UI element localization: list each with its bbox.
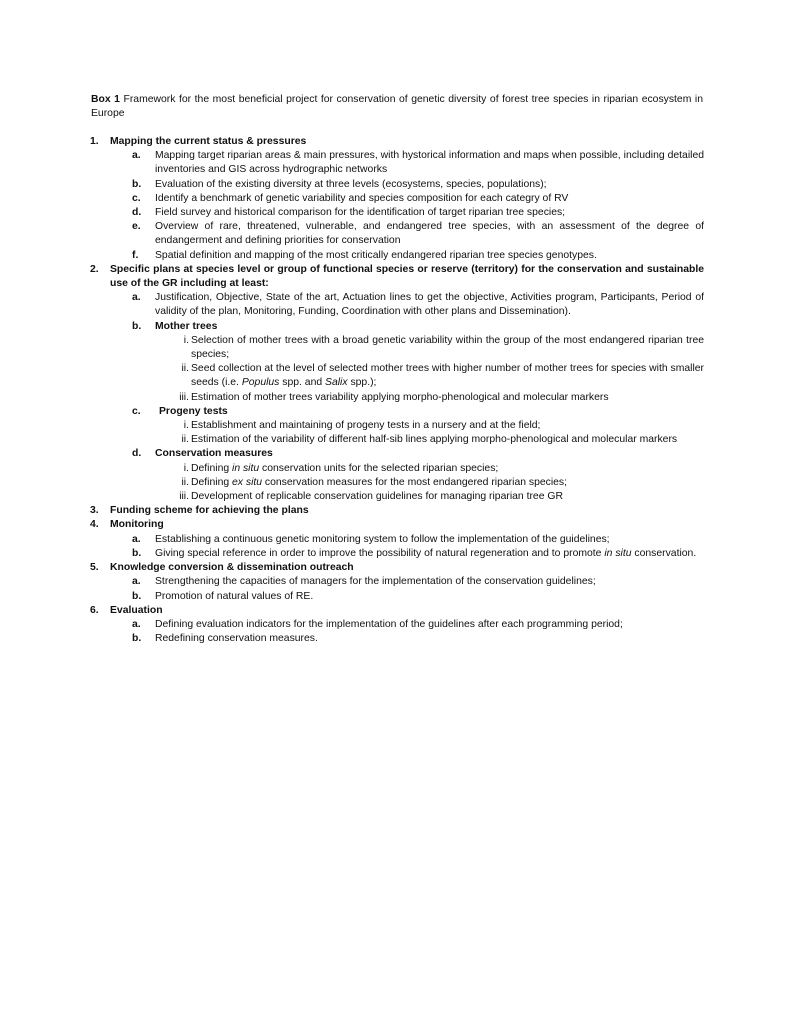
item-2c xyxy=(0,405,791,419)
item-2a xyxy=(0,291,791,319)
subitem-text: Establishment and maintaining of progeny tests in a nursery and at the field; xyxy=(191,420,541,432)
item-1a xyxy=(0,149,791,177)
item-5b xyxy=(0,590,791,604)
item-text: Field survey and historical comparison for the identification of target riparian tree species; xyxy=(155,207,566,219)
item-4b xyxy=(0,547,791,561)
item-text xyxy=(155,547,704,561)
section-number: 2. xyxy=(90,263,99,275)
section-number: 1. xyxy=(90,136,99,147)
subitem-numeral: ii. xyxy=(181,476,189,488)
item-letter: d. xyxy=(132,207,142,219)
term-in-situ: in situ xyxy=(232,462,260,474)
item-2b-iii xyxy=(0,391,791,405)
subitem-numeral: iii. xyxy=(179,391,189,403)
box-label: Box 1 xyxy=(91,94,120,105)
subitem-text xyxy=(191,476,704,490)
section-4 xyxy=(0,518,791,532)
subitem-numeral: ii. xyxy=(181,363,189,375)
term-ex-situ: ex situ xyxy=(232,476,263,488)
item-letter: c. xyxy=(132,405,141,417)
subitem-text xyxy=(191,362,704,390)
item-letter: b. xyxy=(132,547,142,559)
item-2c-i xyxy=(0,419,791,433)
text-run: Defining xyxy=(191,476,233,488)
text-run: conservation. xyxy=(631,547,697,559)
item-2d-i xyxy=(0,462,791,476)
subitem-text: Estimation of mother trees variability applying morpho-phenological and molecular markers xyxy=(191,391,609,403)
item-2d xyxy=(0,447,791,461)
item-1f xyxy=(0,249,791,263)
item-5a xyxy=(0,575,791,589)
text-run: spp.); xyxy=(347,377,377,389)
section-6 xyxy=(0,604,791,618)
term-in-situ: in situ xyxy=(604,547,632,559)
section-5 xyxy=(0,561,791,575)
item-letter: f. xyxy=(132,249,139,261)
item-letter: b. xyxy=(132,590,142,602)
item-6a xyxy=(0,618,791,632)
item-6b xyxy=(0,632,791,646)
genus-populus: Populus xyxy=(241,377,280,389)
item-letter: a. xyxy=(132,618,141,630)
item-letter: b. xyxy=(132,320,142,332)
item-1d xyxy=(0,206,791,220)
section-title: Evaluation xyxy=(110,604,163,616)
box-caption xyxy=(91,93,703,121)
section-1 xyxy=(0,135,791,149)
subitem-numeral: ii. xyxy=(181,434,189,446)
item-1c xyxy=(0,192,791,206)
subitem-numeral: i. xyxy=(183,420,189,432)
item-heading: Conservation measures xyxy=(155,448,273,460)
item-text: Redefining conservation measures. xyxy=(155,633,318,645)
framework-outline xyxy=(0,135,791,646)
item-text: Identify a benchmark of genetic variability and species composition for each categry of RV xyxy=(155,192,569,204)
section-title: Knowledge conversion & dissemination outreach xyxy=(110,562,354,574)
item-2b-i xyxy=(0,334,791,362)
item-letter: a. xyxy=(132,533,141,545)
text-run: conservation units for the selected riparian species; xyxy=(259,462,499,474)
item-text: Strengthening the capacities of managers for the implementation of the conservation guidelines; xyxy=(155,576,596,588)
item-text: Spatial definition and mapping of the most critically endangered riparian tree species genotypes. xyxy=(155,249,597,261)
section-title: Funding scheme for achieving the plans xyxy=(110,505,309,517)
subitem-text: Development of replicable conservation guidelines for managing riparian tree GR xyxy=(191,491,563,503)
item-text: Establishing a continuous genetic monitoring system to follow the implementation of the guidelines; xyxy=(155,533,610,545)
subitem-numeral: i. xyxy=(183,462,189,474)
subitem-text: Selection of mother trees with a broad genetic variability within the group of the most endangered riparian tree species; xyxy=(191,334,704,361)
subitem-text xyxy=(191,462,704,476)
text-run: Giving special reference in order to improve the possibility of natural regeneration and to promote xyxy=(155,547,605,559)
item-letter: c. xyxy=(132,192,141,204)
item-text: Evaluation of the existing diversity at three levels (ecosystems, species, populations); xyxy=(155,178,547,190)
section-number: 6. xyxy=(90,604,99,616)
section-2 xyxy=(0,263,791,291)
text-run: conservation measures for the most endangered riparian species; xyxy=(262,476,568,488)
item-letter: a. xyxy=(132,150,141,162)
item-text: Defining evaluation indicators for the implementation of the guidelines after each programming period; xyxy=(155,618,623,630)
item-letter: d. xyxy=(132,448,142,460)
item-text: Mapping target riparian areas & main pressures, with hystorical information and maps when possible, including detailed inventories and GIS across hydrographic networks xyxy=(155,150,704,176)
text-run: spp. and xyxy=(279,377,326,389)
item-text: Overview of rare, threatened, vulnerable, and endangered tree species, with an assessment of the degree of endangerment and defining priorities for conservation xyxy=(155,221,704,247)
item-4a xyxy=(0,533,791,547)
subitem-numeral: iii. xyxy=(179,491,189,503)
item-2c-ii xyxy=(0,433,791,447)
item-text: Justification, Objective, State of the art, Actuation lines to get the objective, Activities program, Participants, Period of validity of the plan, Monitoring, Funding, Coordination with other plans and Dissemination). xyxy=(155,292,704,318)
item-heading: Mother trees xyxy=(155,320,218,332)
item-2b xyxy=(0,320,791,334)
item-heading: Progeny tests xyxy=(159,405,228,417)
item-letter: e. xyxy=(132,221,141,233)
section-number: 3. xyxy=(90,505,99,517)
section-number: 5. xyxy=(90,562,99,574)
text-run: Seed collection at the level of selected mother trees with higher number of mother trees for species with smaller seeds (i.e. xyxy=(191,363,704,389)
item-text: Promotion of natural values of RE. xyxy=(155,590,314,602)
item-letter: a. xyxy=(132,292,141,304)
section-title: Monitoring xyxy=(110,519,164,531)
item-2b-ii xyxy=(0,362,791,390)
section-3 xyxy=(0,504,791,518)
section-title: Mapping the current status & pressures xyxy=(110,136,307,147)
item-letter: b. xyxy=(132,178,142,190)
item-2d-ii xyxy=(0,476,791,490)
item-2d-iii xyxy=(0,490,791,504)
subitem-numeral: i. xyxy=(183,334,189,346)
item-1b xyxy=(0,178,791,192)
subitem-text: Estimation of the variability of different half-sib lines applying morpho-phenological and molecular markers xyxy=(191,434,678,446)
section-title: Specific plans at species level or group of functional species or reserve (territory) for the conservation and sustainable use of the GR including at least: xyxy=(110,263,704,290)
genus-salix: Salix xyxy=(325,377,348,389)
item-1e xyxy=(0,220,791,248)
section-number: 4. xyxy=(90,519,99,531)
item-letter: a. xyxy=(132,576,141,588)
item-letter: b. xyxy=(132,633,142,645)
text-run: Defining xyxy=(191,462,233,474)
box-title-text: Framework for the most beneficial project for conservation of genetic diversity of forest tree species in riparian ecosystem in Europe xyxy=(91,94,703,120)
